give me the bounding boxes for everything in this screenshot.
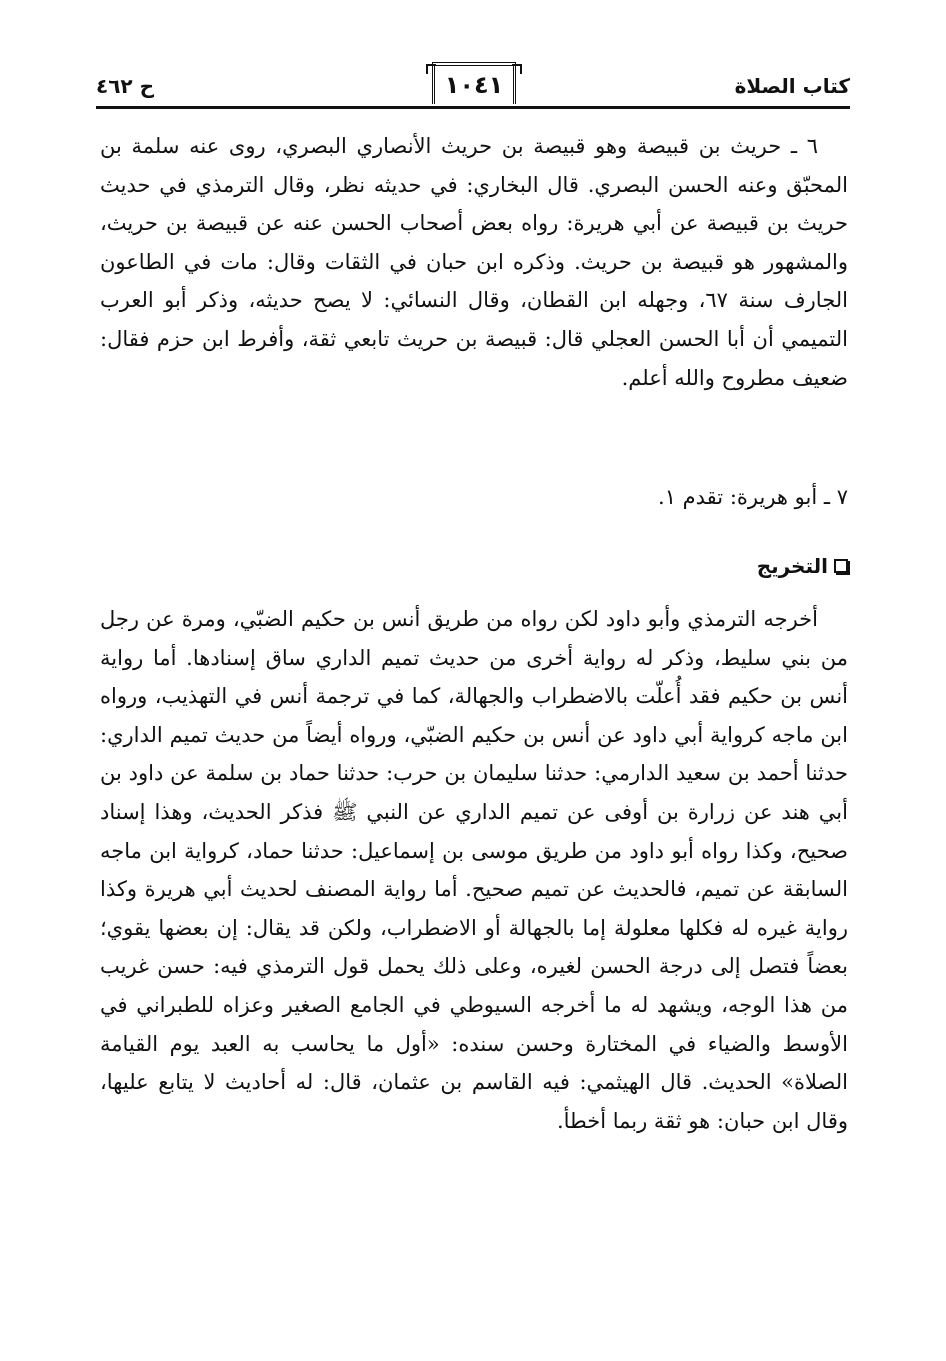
takhrij-paragraph: أخرجه الترمذي وأبو داود لكن رواه من طريق أنس بن حكيم الضبّي، ومرة عن رجل من بني سليط، وذكر له رواية أخرى من حديث تميم الداري ساق إسنادها. أما رواية أنس بن حكيم فقد أُعلّت بالاضطراب والجهالة، كما في ترجمة أنس في التهذيب، ورواه ابن ماجه كرواية أبي داود عن أنس بن حكيم الضبّي، ورواه أيضاً من حديث تميم الداري: حدثنا أحمد بن سعيد الدارمي: حدثنا سليمان بن حرب: حدثنا حماد بن سلمة عن داود بن أبي هند عن زرارة بن أوفى عن تميم الداري عن النبي ﷺ فذكر الحديث، وهذا إسناد صحيح، وكذا رواه أبو داود من طريق موسى بن إسماعيل: حدثنا حماد، كرواية ابن ماجه السابقة عن تميم، فالحديث عن تميم صحيح. أما رواية المصنف لحديث أبي هريرة وكذا رواية غيره له فكلها معلولة إما بالجهالة أو الاضطراب، ولكن قد يقال: إن بعضها يقوي؛ بعضاً فتصل إلى درجة الحسن لغيره، وعلى ذلك يحمل قول الترمذي فيه: حسن غريب من هذا الوجه، ويشهد له ما أخرجه السيوطي في الجامع الصغير وعزاه للطبراني في الأوسط والضياء في المختارة وحسن سنده: «أول ما يحاسب به العبد يوم القيامة الصلاة» الحديث. قال الهيثمي: فيه القاسم بن عثمان، قال: له أحاديث لا يتابع عليها، وقال ابن حبان: هو ثقة ربما أخطأ. <box>100 607 848 1133</box>
chapter-title: كتاب الصلاة <box>734 74 850 98</box>
takhrij-heading <box>757 554 848 578</box>
square-bullet-icon <box>834 559 848 573</box>
header-rule <box>96 106 850 109</box>
takhrij-heading-label: التخريج <box>756 554 828 578</box>
narrator-6-paragraph: ٦ ـ حريث بن قبيصة وهو قبيصة بن حريث الأنصاري البصري، روى عنه سلمة بن المحبّق وعنه الحسن البصري. قال البخاري: في حديثه نظر، وقال الترمذي في حديث حريث بن قبيصة عن أبي هريرة: رواه بعض أصحاب الحسن عنه عن قبيصة بن حريث، والمشهور هو قبيصة بن حريث. وذكره ابن حبان في الثقات وقال: مات في الطاعون الجارف سنة ٦٧، وجهله ابن القطان، وقال النسائي: لا يصح حديثه، وذكر أبو العرب التميمي أن أبا الحسن العجلي قال: قبيصة بن حريث تابعي ثقة، وأفرط ابن حزم فقال: ضعيف مطروح والله أعلم. <box>100 134 848 390</box>
narrator-7-paragraph: ٧ ـ أبو هريرة: تقدم ١. <box>658 485 848 509</box>
hadith-reference: ح ٤٦٢ <box>96 74 155 98</box>
page-header <box>96 62 850 112</box>
page-number-frame <box>432 62 516 104</box>
page-number: ١٠٤١ <box>444 71 504 99</box>
